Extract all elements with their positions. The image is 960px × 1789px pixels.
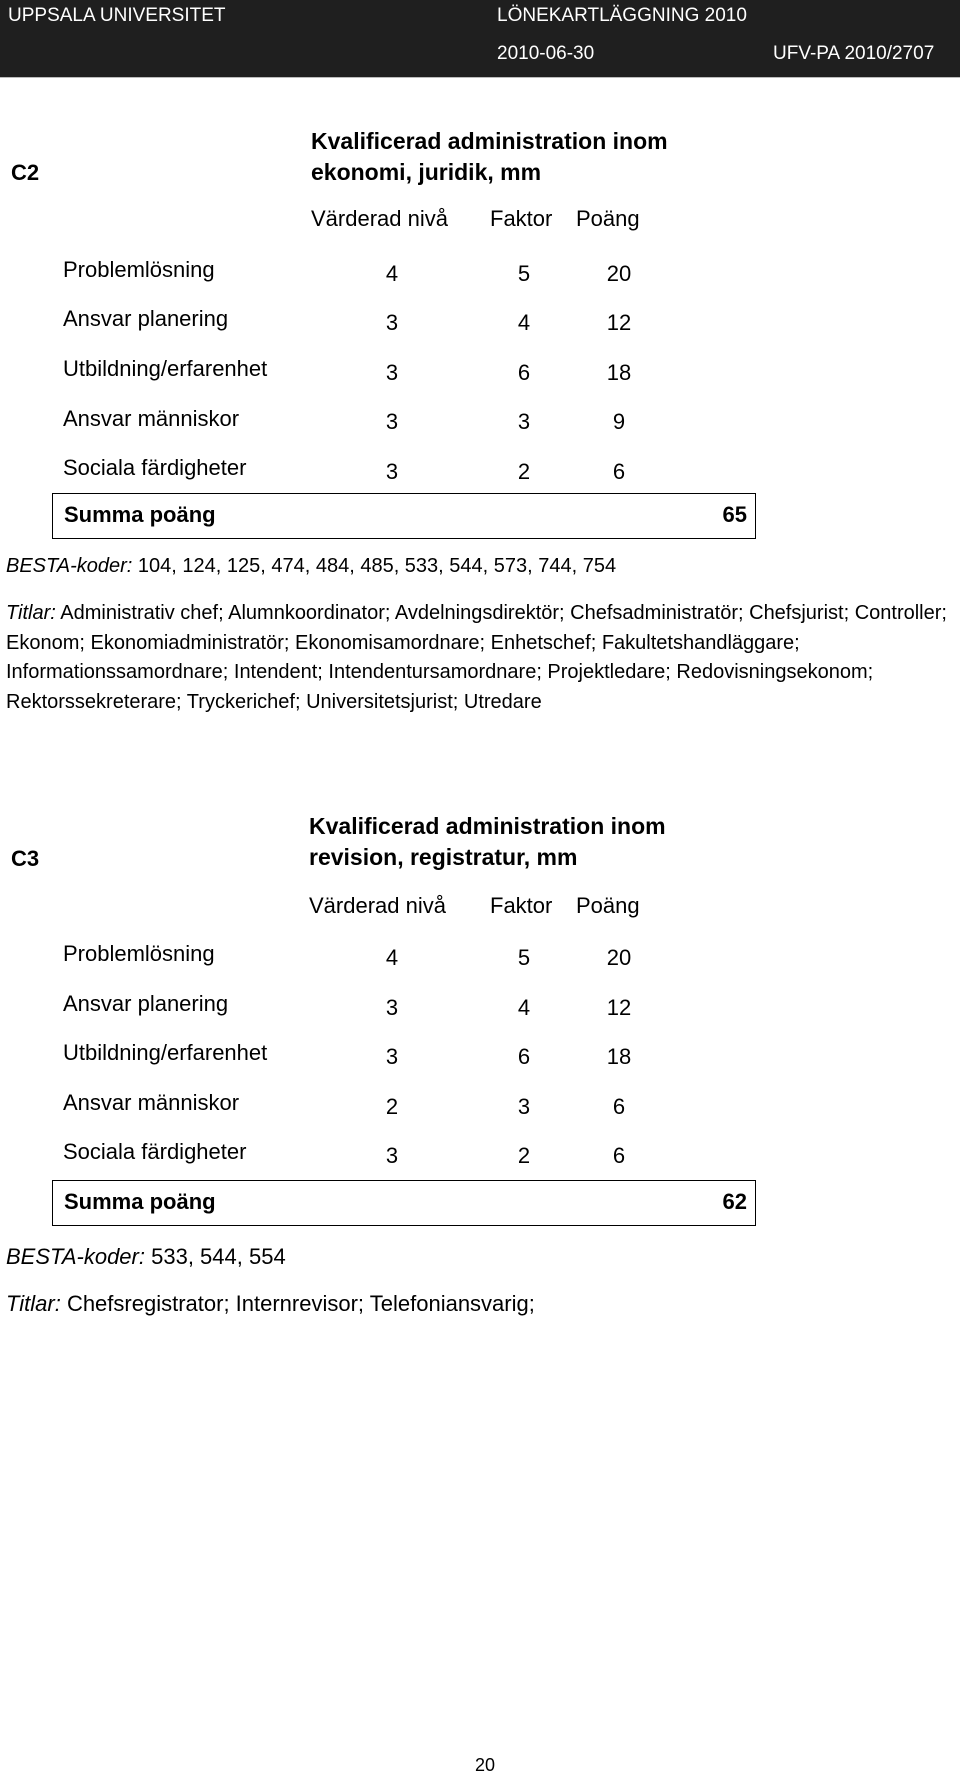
section-code: C2: [11, 160, 40, 185]
factor-value: 6: [517, 1044, 531, 1069]
factor-value: 2: [517, 1143, 531, 1168]
level-value: 3: [385, 995, 399, 1020]
header-org: UPPSALA UNIVERSITET: [8, 5, 226, 26]
header-ref: UFV-PA 2010/2707: [773, 43, 935, 64]
points-value: 6: [612, 459, 626, 484]
factor-value: 2: [517, 459, 531, 484]
besta-value: 104, 124, 125, 474, 484, 485, 533, 544, 573, 744, 754: [137, 555, 617, 577]
level-value: 4: [385, 945, 399, 970]
sum-label: Summa poäng: [64, 1189, 216, 1214]
points-value: 18: [606, 1044, 632, 1069]
besta-codes: [6, 1244, 286, 1270]
sum-label: Summa poäng: [64, 502, 216, 527]
factor-value: 5: [517, 261, 531, 286]
titles-value: Chefsregistrator; Internrevisor; Telefoniansvarig;: [66, 1291, 535, 1316]
criterion-label: Utbildning/erfarenhet: [63, 356, 268, 381]
points-value: 18: [606, 360, 632, 385]
titles-label: Titlar:: [6, 1291, 61, 1316]
criterion-label: Problemlösning: [63, 941, 215, 966]
level-value: 4: [385, 261, 399, 286]
titles-label: Titlar:: [6, 602, 56, 624]
points-value: 12: [606, 995, 632, 1020]
factor-value: 4: [517, 310, 531, 335]
besta-label: BESTA-koder:: [6, 555, 133, 577]
level-value: 2: [385, 1094, 399, 1119]
header-doc-title: LÖNEKARTLÄGGNING 2010: [497, 5, 747, 26]
column-header-points: Poäng: [576, 893, 640, 918]
sum-value: 62: [722, 1189, 747, 1214]
column-header-points: Poäng: [576, 206, 640, 231]
level-value: 3: [385, 409, 399, 434]
criterion-label: Sociala färdigheter: [63, 455, 247, 480]
criterion-label: Utbildning/erfarenhet: [63, 1040, 268, 1065]
criterion-label: Ansvar planering: [63, 991, 229, 1016]
sum-box: [52, 1180, 756, 1226]
criterion-label: Problemlösning: [63, 257, 215, 282]
page-header: [0, 0, 960, 77]
criterion-label: Ansvar människor: [63, 406, 240, 431]
factor-value: 6: [517, 360, 531, 385]
factor-value: 3: [517, 409, 531, 434]
column-header-level: Värderad nivå: [309, 893, 446, 918]
column-header-level: Värderad nivå: [311, 206, 448, 231]
besta-codes: [6, 552, 951, 581]
points-value: 12: [606, 310, 632, 335]
column-header-factor: Faktor: [490, 893, 553, 918]
header-divider: [0, 77, 960, 78]
besta-value: 533, 544, 554: [151, 1244, 286, 1269]
criterion-label: Ansvar människor: [63, 1090, 240, 1115]
factor-value: 5: [517, 945, 531, 970]
points-value: 6: [612, 1143, 626, 1168]
column-header-factor: Faktor: [490, 206, 553, 231]
level-value: 3: [385, 310, 399, 335]
points-value: 6: [612, 1094, 626, 1119]
sum-box: [52, 493, 756, 539]
points-value: 9: [612, 409, 626, 434]
factor-value: 4: [517, 995, 531, 1020]
header-date: 2010-06-30: [497, 43, 595, 64]
section-code: C3: [11, 846, 40, 871]
section-title: Kvalificerad administration inom revision, registratur, mm: [309, 813, 666, 870]
factor-value: 3: [517, 1094, 531, 1119]
besta-label: BESTA-koder:: [6, 1244, 145, 1269]
titles-value: Administrativ chef; Alumnkoordinator; Avdelningsdirektör; Chefsadministratör; Chefsjurist; Controller; Ekonom; Ekonomiadministratör; Ekonomisamordnare; Enhetschef; Fakultetshandläggare; Informationssamordnare; Intendent; Intendentursamordnare; Projektledare; Redovisningsekonom; Rektorssekreterare; Tryckerichef; Universitetsjurist; Utredare: [6, 602, 947, 713]
level-value: 3: [385, 1143, 399, 1168]
points-value: 20: [606, 261, 632, 286]
points-value: 20: [606, 945, 632, 970]
job-titles: [6, 599, 951, 717]
job-titles: [6, 1291, 535, 1317]
sum-value: 65: [722, 502, 747, 527]
level-value: 3: [385, 360, 399, 385]
level-value: 3: [385, 459, 399, 484]
criterion-label: Ansvar planering: [63, 306, 229, 331]
page-number: 20: [475, 1755, 496, 1775]
criterion-label: Sociala färdigheter: [63, 1139, 247, 1164]
section-title: Kvalificerad administration inom ekonomi, juridik, mm: [311, 128, 668, 185]
level-value: 3: [385, 1044, 399, 1069]
